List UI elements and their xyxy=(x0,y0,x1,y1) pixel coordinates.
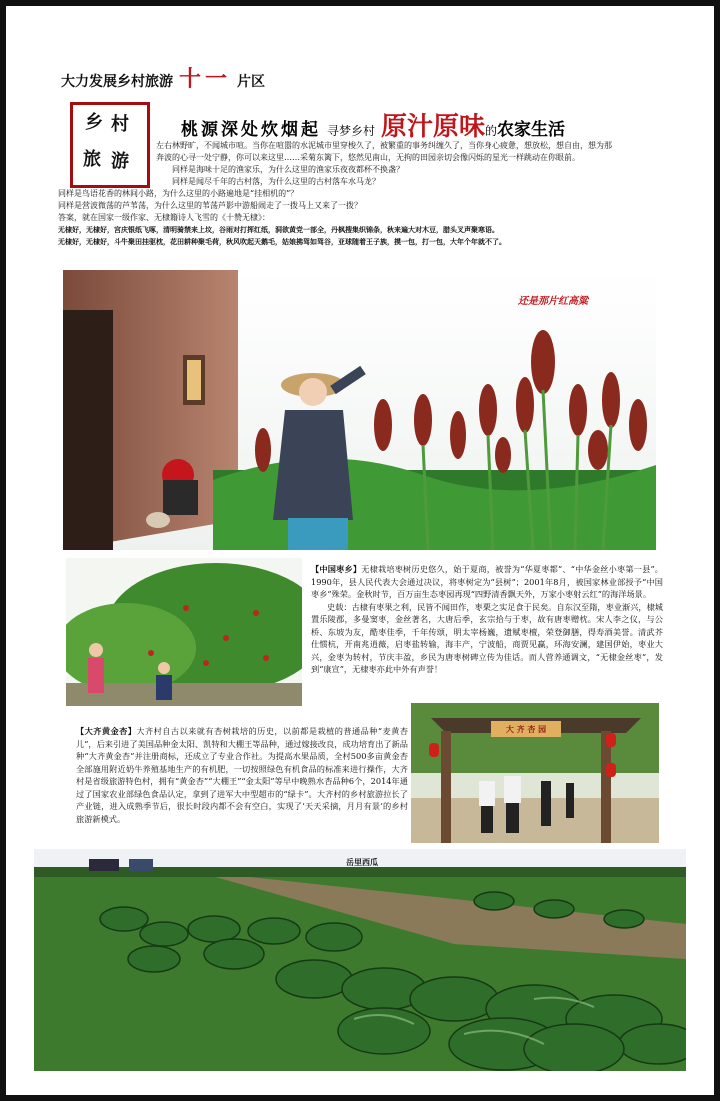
apricot-label: 【大齐黄金杏】 xyxy=(76,726,137,736)
jujube-label: 【中国枣乡】 xyxy=(311,564,362,574)
title-part5: 农家生活 xyxy=(497,120,566,140)
seal-char: 村 xyxy=(111,114,129,135)
section-header xyxy=(61,62,265,93)
title-part2: 寻梦乡村 xyxy=(327,124,376,138)
jujube-text-block xyxy=(311,563,663,676)
rural-tourism-seal xyxy=(70,102,150,188)
title-part1: 桃源深处炊烟起 xyxy=(181,120,321,140)
title-highlight: 原汁原味 xyxy=(381,112,486,142)
sorghum-caption: 还是那片红高粱 xyxy=(518,296,588,307)
watermelon-field-photo xyxy=(34,849,686,1071)
poem-line-2: 无棣好，无棣好，斗牛聚田挂驱枕，花田耕种聚毛荷，秋风吹起天鹅毛，姑娘拂驾如驾谷，亚球随着王子族，摸一包，打一包，大年个年就不了。 xyxy=(58,237,506,246)
header-pre: 大力发展乡村旅游 xyxy=(61,74,173,90)
seal-char: 旅 xyxy=(83,149,101,170)
intro-q2: 同样是闻尽千年的古村落，为什么这里的古村落车水马龙？ xyxy=(172,177,380,186)
seal-char: 游 xyxy=(111,151,129,172)
apricot-text: 大齐村自古以来就有杏树栽培的历史，以前都是栽植的普通品种“麦黄杏儿”，后来引进了美国品种金太阳、凯特和大棚王等品种，通过嫁接改良，成功培育出了新品种“大齐黄金杏”并注册商标，还成立了专业合作社。为提高水果品质，全村500多亩黄金杏全部施用附近奶牛养殖基地生产的有机肥，一切按照绿色有机食品的标准来进行操作，大齐村是省级旅游特色村，拥有“黄金杏”“大棚王”“金太阳”等早中晚熟水杏品种6个，2014年通过了国家农业部绿色食品认定，拿到了进军大中型超市的“绿卡”。大齐村的乡村旅游拉长了产业链，进入成熟季节后，很长时段内都不会有空白，实现了‘天天采摘，月月有景’的乡村旅游新模式。 xyxy=(76,726,408,824)
intro-q1: 同样是海味十足的渔家乐，为什么这里的渔家乐夜夜都杯不换盏？ xyxy=(172,165,404,174)
watermelon-caption: 岳里西瓜 xyxy=(346,857,378,867)
intro-answer: 答案，就在国家一级作家、无棣籍诗人飞雪的《十赞无棣》： xyxy=(58,213,270,222)
header-post: 片区 xyxy=(237,74,266,90)
intro-p1: 左右林野旷，不闻城市喧。当你在喧嚣的水泥城市里穿梭久了，被繁重的事务纠缠久了，当你身心疲惫，想放松，想自由，想为那 xyxy=(156,141,612,150)
sorghum-scene-illustration xyxy=(63,270,656,550)
header-number: 十一 xyxy=(179,67,232,92)
page-title xyxy=(181,106,691,143)
poster-page xyxy=(6,6,714,1095)
gate-plaque: 大 齐 杏 园 xyxy=(505,724,547,734)
jujube-orchard-illustration xyxy=(66,558,302,706)
jujube-text-2: 史载：古棣有枣果之利，民皆不闻田作，枣栗之实足食于民矣。自东汉至隋，枣业渐兴，棣城置乐陵郡，多曼窦枣，金丝著名，大唐后季，玄宗拾与于枣，故有唐枣赠枕。宋人李之仪，与公桥、东坡为友，酷枣佳季，千年传颂，明太宰杨巍，遗赋枣檀，荣登御膳，得寿酒美誉。清武芥仕惯杭，开南兆逍薇，启枣盐转输，海丰产，宁波船，商贾见赢，环海安澜，建国伊始，枣业大兴，金枣为转村，节庆丰盈，乡民为唐枣树碑立传为佳话。而人营养通调文，“无棣金丝枣”，发到“康宣”，无棣枣亦此中外有声誉！ xyxy=(311,601,663,674)
jujube-text-1: 无棣栽培枣树历史悠久，始于夏商，被誉为“华夏枣都”、“中华金丝小枣第一县”。1990年，县人民代表大会通过决议，将枣树定为“县树”；2001年8月，被国家林业部授予“中国枣乡”殊荣。金秋时节，百万亩生态枣园再现“四野清香飘天外，万家小枣射云红”的海洋场景。 xyxy=(311,564,663,599)
watermelon-scene-illustration xyxy=(34,849,686,1071)
intro-p1b: 奔波的心寻一处宁静，你可以来这里……采菊东篱下，悠然见南山，无拘的田园亲切会像闪烁的星光一样跳动在你眼前。 xyxy=(156,153,580,162)
title-part4: 的 xyxy=(485,124,498,138)
sorghum-field-photo xyxy=(63,270,656,550)
apricot-text-block xyxy=(76,725,408,825)
intro-q3: 同样是鸟语花香的林间小路，为什么这里的小路遍地是“挂相机的”？ xyxy=(58,189,299,198)
seal-char: 乡 xyxy=(85,112,103,133)
intro-paragraph xyxy=(156,140,668,188)
intro-q4: 同样是营波微荡的芦苇荡，为什么这里的苇荡芦影中游船闹走了一拨马上又来了一拨？ xyxy=(58,201,362,210)
jujube-orchard-photo xyxy=(66,558,302,706)
poem-line-1: 无棣好，无棣好，宫庆银纸飞啄，清明骑禁来上坟，谷雨对打挥红纸，洞欲黄党一部全，丹枫搜集织锦条，秋来遍大对木豆，腊头叉声聚寒语。 xyxy=(58,225,499,234)
intro-questions xyxy=(58,188,668,248)
apricot-garden-gate-photo xyxy=(411,703,659,843)
